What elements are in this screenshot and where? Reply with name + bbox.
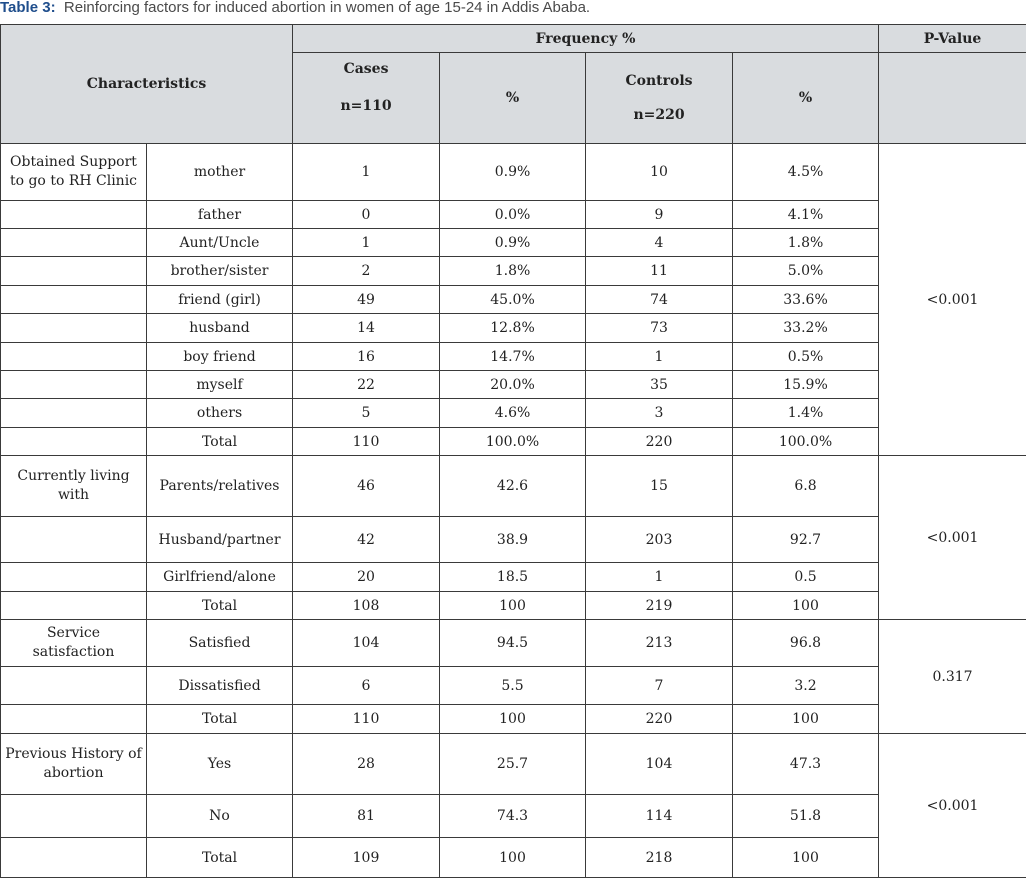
cases-cell: 81 bbox=[293, 795, 440, 838]
item-cell: Total bbox=[147, 705, 293, 734]
controls-pct-cell: 47.3 bbox=[733, 734, 879, 795]
controls-pct-cell: 6.8 bbox=[733, 456, 879, 517]
controls-pct-cell: 100.0% bbox=[733, 428, 879, 456]
table-row bbox=[1, 399, 1026, 428]
group-label-blank bbox=[1, 371, 147, 399]
controls-pct-cell: 3.2 bbox=[733, 667, 879, 705]
controls-cell: 7 bbox=[586, 667, 733, 705]
controls-cell: 74 bbox=[586, 286, 733, 314]
item-cell: Parents/relatives bbox=[147, 456, 293, 517]
cases-pct-cell: 25.7 bbox=[440, 734, 586, 795]
controls-pct-cell: 0.5 bbox=[733, 563, 879, 592]
header-controls-pct: % bbox=[733, 53, 879, 144]
header-pvalue-blank bbox=[879, 53, 1026, 144]
table-row bbox=[1, 705, 1026, 734]
controls-cell: 35 bbox=[586, 371, 733, 399]
table-row bbox=[1, 838, 1026, 878]
group-label-blank bbox=[1, 563, 147, 592]
cases-pct-cell: 0.0% bbox=[440, 201, 586, 229]
pvalue-cell: <0.001 bbox=[879, 456, 1026, 620]
group-label-blank bbox=[1, 517, 147, 563]
header-cases bbox=[293, 53, 440, 144]
cases-pct-cell: 100 bbox=[440, 838, 586, 878]
item-cell: mother bbox=[147, 144, 293, 201]
item-cell: husband bbox=[147, 314, 293, 343]
controls-cell: 220 bbox=[586, 705, 733, 734]
cases-cell: 1 bbox=[293, 229, 440, 257]
controls-cell: 104 bbox=[586, 734, 733, 795]
table-row bbox=[1, 314, 1026, 343]
controls-pct-cell: 4.1% bbox=[733, 201, 879, 229]
header-controls-n: n=220 bbox=[633, 107, 684, 123]
item-cell: Girlfriend/alone bbox=[147, 563, 293, 592]
controls-cell: 114 bbox=[586, 795, 733, 838]
table-row bbox=[1, 517, 1026, 563]
table-row bbox=[1, 286, 1026, 314]
item-cell: Total bbox=[147, 428, 293, 456]
item-cell: others bbox=[147, 399, 293, 428]
data-table bbox=[0, 24, 1026, 878]
group-label-blank bbox=[1, 229, 147, 257]
controls-cell: 220 bbox=[586, 428, 733, 456]
header-cases-pct: % bbox=[440, 53, 586, 144]
controls-pct-cell: 33.6% bbox=[733, 286, 879, 314]
controls-pct-cell: 33.2% bbox=[733, 314, 879, 343]
pvalue-cell: <0.001 bbox=[879, 734, 1026, 878]
group-label-blank bbox=[1, 343, 147, 371]
cases-pct-cell: 4.6% bbox=[440, 399, 586, 428]
group-label-blank bbox=[1, 257, 147, 286]
item-cell: Husband/partner bbox=[147, 517, 293, 563]
item-cell: Dissatisfied bbox=[147, 667, 293, 705]
group-label-blank bbox=[1, 838, 147, 878]
caption-text: Reinforcing factors for induced abortion in women of age 15-24 in Addis Ababa. bbox=[64, 0, 590, 16]
cases-pct-cell: 20.0% bbox=[440, 371, 586, 399]
table-row bbox=[1, 343, 1026, 371]
table-row bbox=[1, 257, 1026, 286]
controls-pct-cell: 4.5% bbox=[733, 144, 879, 201]
item-cell: Total bbox=[147, 838, 293, 878]
cases-cell: 104 bbox=[293, 620, 440, 667]
item-cell: boy friend bbox=[147, 343, 293, 371]
item-cell: Aunt/Uncle bbox=[147, 229, 293, 257]
item-cell: Total bbox=[147, 592, 293, 620]
table-caption bbox=[0, 0, 590, 16]
controls-cell: 1 bbox=[586, 343, 733, 371]
controls-pct-cell: 51.8 bbox=[733, 795, 879, 838]
cases-cell: 16 bbox=[293, 343, 440, 371]
cases-pct-cell: 12.8% bbox=[440, 314, 586, 343]
pvalue-cell: <0.001 bbox=[879, 144, 1026, 456]
item-cell: friend (girl) bbox=[147, 286, 293, 314]
controls-cell: 219 bbox=[586, 592, 733, 620]
table-row bbox=[1, 428, 1026, 456]
header-pvalue: P-Value bbox=[879, 25, 1026, 53]
controls-pct-cell: 5.0% bbox=[733, 257, 879, 286]
group-label: Currently living with bbox=[1, 456, 147, 517]
item-cell: father bbox=[147, 201, 293, 229]
group-label-blank bbox=[1, 286, 147, 314]
cases-cell: 20 bbox=[293, 563, 440, 592]
cases-pct-cell: 1.8% bbox=[440, 257, 586, 286]
controls-pct-cell: 15.9% bbox=[733, 371, 879, 399]
cases-cell: 46 bbox=[293, 456, 440, 517]
controls-pct-cell: 0.5% bbox=[733, 343, 879, 371]
controls-cell: 15 bbox=[586, 456, 733, 517]
table-row bbox=[1, 201, 1026, 229]
item-cell: Satisfied bbox=[147, 620, 293, 667]
cases-cell: 6 bbox=[293, 667, 440, 705]
header-cases-n: n=110 bbox=[340, 98, 391, 114]
cases-cell: 14 bbox=[293, 314, 440, 343]
controls-cell: 1 bbox=[586, 563, 733, 592]
controls-cell: 4 bbox=[586, 229, 733, 257]
controls-pct-cell: 1.8% bbox=[733, 229, 879, 257]
controls-pct-cell: 92.7 bbox=[733, 517, 879, 563]
cases-cell: 0 bbox=[293, 201, 440, 229]
group-label-blank bbox=[1, 314, 147, 343]
cases-cell: 2 bbox=[293, 257, 440, 286]
table-body bbox=[1, 144, 1026, 878]
cases-pct-cell: 94.5 bbox=[440, 620, 586, 667]
group-label-blank bbox=[1, 667, 147, 705]
item-cell: myself bbox=[147, 371, 293, 399]
table-row bbox=[1, 667, 1026, 705]
cases-pct-cell: 74.3 bbox=[440, 795, 586, 838]
table-row bbox=[1, 734, 1026, 795]
group-label-blank bbox=[1, 795, 147, 838]
table-row bbox=[1, 371, 1026, 399]
cases-cell: 110 bbox=[293, 705, 440, 734]
table-row bbox=[1, 229, 1026, 257]
controls-pct-cell: 100 bbox=[733, 838, 879, 878]
controls-cell: 3 bbox=[586, 399, 733, 428]
cases-cell: 28 bbox=[293, 734, 440, 795]
header-cases-label: Cases bbox=[344, 61, 389, 77]
group-label: Previous History of abortion bbox=[1, 734, 147, 795]
group-label-blank bbox=[1, 705, 147, 734]
table-row bbox=[1, 144, 1026, 201]
group-label: Service satisfaction bbox=[1, 620, 147, 667]
item-cell: brother/sister bbox=[147, 257, 293, 286]
controls-cell: 9 bbox=[586, 201, 733, 229]
controls-cell: 11 bbox=[586, 257, 733, 286]
controls-cell: 73 bbox=[586, 314, 733, 343]
controls-pct-cell: 100 bbox=[733, 705, 879, 734]
group-label-blank bbox=[1, 201, 147, 229]
cases-cell: 110 bbox=[293, 428, 440, 456]
table-row bbox=[1, 563, 1026, 592]
cases-cell: 42 bbox=[293, 517, 440, 563]
cases-pct-cell: 5.5 bbox=[440, 667, 586, 705]
pvalue-cell: 0.317 bbox=[879, 620, 1026, 734]
cases-pct-cell: 45.0% bbox=[440, 286, 586, 314]
cases-cell: 109 bbox=[293, 838, 440, 878]
caption-label: Table 3: bbox=[0, 0, 56, 16]
controls-pct-cell: 100 bbox=[733, 592, 879, 620]
header-characteristics: Characteristics bbox=[1, 25, 293, 144]
cases-cell: 5 bbox=[293, 399, 440, 428]
cases-pct-cell: 18.5 bbox=[440, 563, 586, 592]
header-controls-label: Controls bbox=[625, 73, 692, 89]
controls-cell: 213 bbox=[586, 620, 733, 667]
cases-cell: 22 bbox=[293, 371, 440, 399]
cases-cell: 1 bbox=[293, 144, 440, 201]
controls-pct-cell: 96.8 bbox=[733, 620, 879, 667]
cases-pct-cell: 0.9% bbox=[440, 229, 586, 257]
cases-pct-cell: 100 bbox=[440, 705, 586, 734]
table-row bbox=[1, 456, 1026, 517]
table-row bbox=[1, 795, 1026, 838]
cases-cell: 49 bbox=[293, 286, 440, 314]
item-cell: Yes bbox=[147, 734, 293, 795]
cases-pct-cell: 0.9% bbox=[440, 144, 586, 201]
cases-pct-cell: 14.7% bbox=[440, 343, 586, 371]
controls-cell: 218 bbox=[586, 838, 733, 878]
group-label-blank bbox=[1, 592, 147, 620]
controls-cell: 203 bbox=[586, 517, 733, 563]
item-cell: No bbox=[147, 795, 293, 838]
group-label: Obtained Support to go to RH Clinic bbox=[1, 144, 147, 201]
controls-cell: 10 bbox=[586, 144, 733, 201]
table-row bbox=[1, 620, 1026, 667]
header-controls bbox=[586, 53, 733, 144]
group-label-blank bbox=[1, 428, 147, 456]
cases-pct-cell: 100 bbox=[440, 592, 586, 620]
cases-pct-cell: 100.0% bbox=[440, 428, 586, 456]
group-label-blank bbox=[1, 399, 147, 428]
cases-pct-cell: 38.9 bbox=[440, 517, 586, 563]
header-frequency: Frequency % bbox=[293, 25, 879, 53]
table-row bbox=[1, 592, 1026, 620]
cases-pct-cell: 42.6 bbox=[440, 456, 586, 517]
cases-cell: 108 bbox=[293, 592, 440, 620]
controls-pct-cell: 1.4% bbox=[733, 399, 879, 428]
